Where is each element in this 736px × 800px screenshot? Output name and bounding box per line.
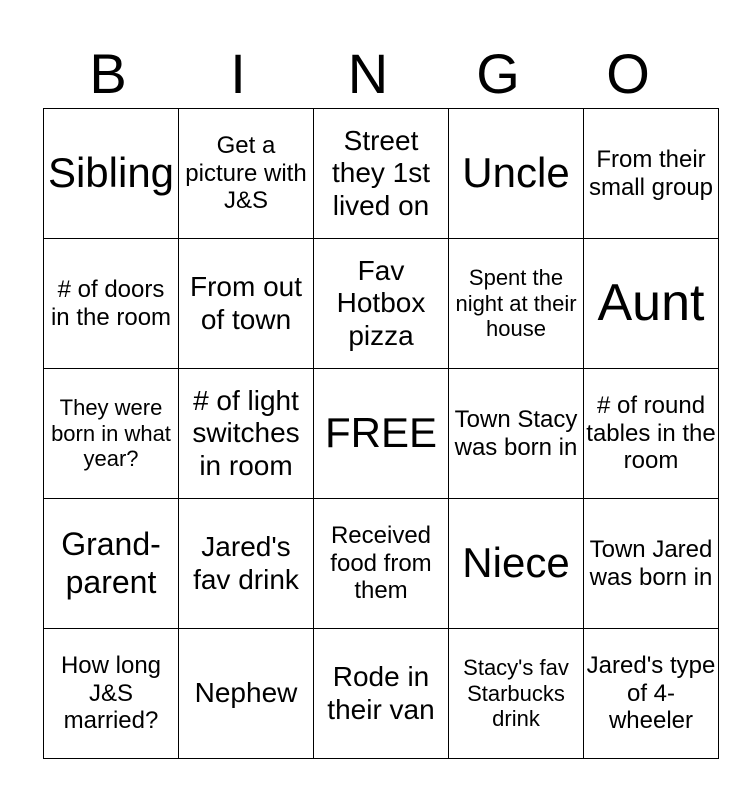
bingo-board [43, 108, 719, 759]
bingo-cell[interactable]: Nephew [179, 629, 314, 759]
bingo-cell[interactable]: From out of town [179, 239, 314, 369]
bingo-cell[interactable]: Jared's type of 4-wheeler [584, 629, 719, 759]
board-row-3 [44, 369, 719, 499]
bingo-cell[interactable]: Grand-parent [44, 499, 179, 629]
bingo-cell[interactable]: # of round tables in the room [584, 369, 719, 499]
bingo-cell[interactable]: Niece [449, 499, 584, 629]
bingo-cell[interactable]: They were born in what year? [44, 369, 179, 499]
bingo-cell[interactable]: How long J&S married? [44, 629, 179, 759]
header-letter-n: N [347, 42, 389, 105]
bingo-cell[interactable]: Jared's fav drink [179, 499, 314, 629]
bingo-cell[interactable]: Received food from them [314, 499, 449, 629]
bingo-cell[interactable]: Town Jared was born in [584, 499, 719, 629]
bingo-cell[interactable]: Sibling [44, 109, 179, 239]
board-row-5 [44, 629, 719, 759]
bingo-cell[interactable]: # of doors in the room [44, 239, 179, 369]
bingo-cell[interactable]: Get a picture with J&S [179, 109, 314, 239]
bingo-cell[interactable]: From their small group [584, 109, 719, 239]
header-letter-g: G [476, 42, 520, 105]
header-letter-i: I [230, 42, 246, 105]
bingo-cell[interactable]: Aunt [584, 239, 719, 369]
bingo-cell[interactable]: Town Stacy was born in [449, 369, 584, 499]
header-letter-o: O [606, 42, 650, 105]
header-letter-b: B [89, 42, 127, 105]
board-row-1 [44, 109, 719, 239]
board-row-2 [44, 239, 719, 369]
bingo-cell[interactable]: Rode in their van [314, 629, 449, 759]
bingo-cell[interactable]: Stacy's fav Starbucks drink [449, 629, 584, 759]
free-space[interactable]: FREE [314, 369, 449, 499]
board-row-4 [44, 499, 719, 629]
bingo-header [43, 40, 693, 108]
bingo-cell[interactable]: Uncle [449, 109, 584, 239]
bingo-cell[interactable]: # of light switches in room [179, 369, 314, 499]
bingo-cell[interactable]: Spent the night at their house [449, 239, 584, 369]
bingo-cell[interactable]: Fav Hotbox pizza [314, 239, 449, 369]
bingo-cell[interactable]: Street they 1st lived on [314, 109, 449, 239]
